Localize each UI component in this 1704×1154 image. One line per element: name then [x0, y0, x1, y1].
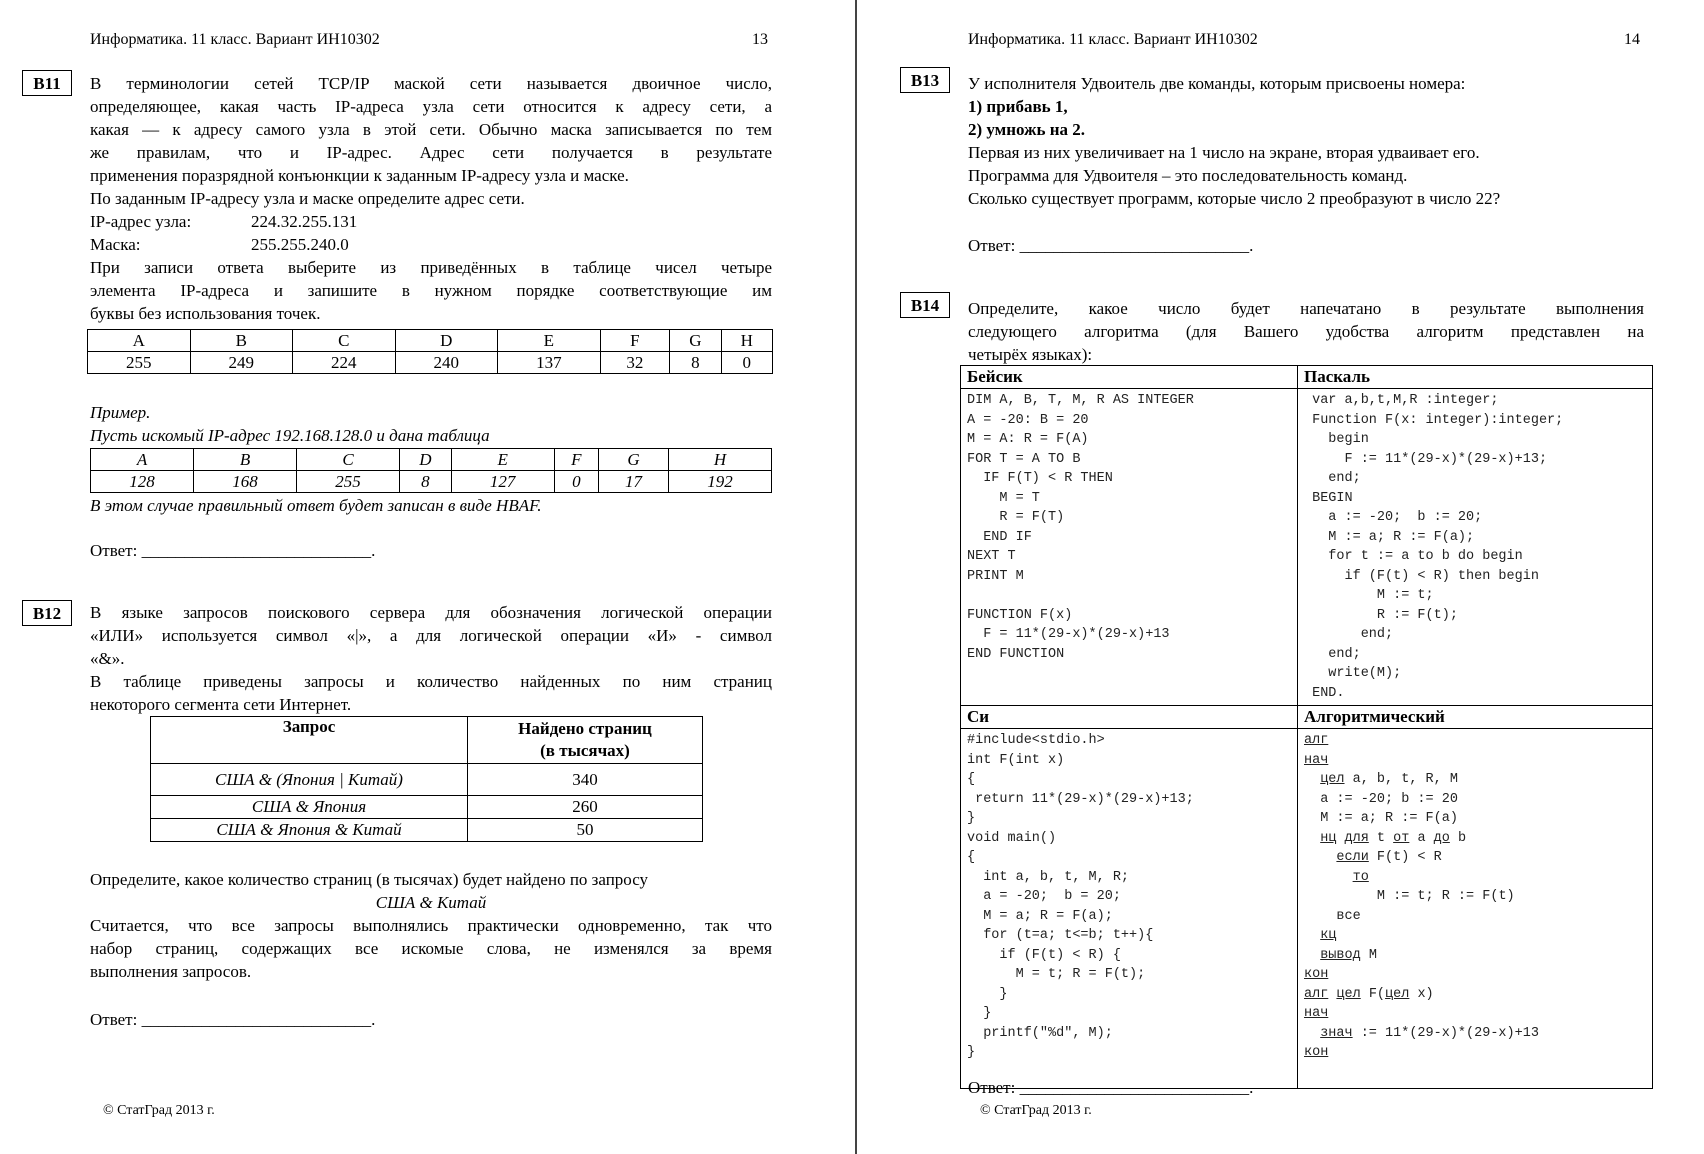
table-cell: F	[600, 330, 670, 352]
table-cell: F	[554, 449, 598, 471]
b13-answer-field[interactable]: Ответ: ___________________________.	[968, 236, 1254, 255]
query-table-header	[151, 717, 703, 764]
table-cell: E	[498, 330, 601, 352]
code-table-head-row	[961, 366, 1653, 389]
example-text: Пусть искомый IP-адрес 192.168.128.0 и дана таблица	[90, 426, 490, 445]
code-text: F(t) < R	[1368, 850, 1442, 865]
b12-intro-line: В таблице приведены запросы и количество найденных по ним страниц	[90, 672, 772, 691]
kw-cel: цел	[1320, 772, 1345, 787]
table-cell: 17	[598, 471, 668, 493]
b12-query: США & Китай	[375, 893, 487, 912]
code-table-head-row	[961, 706, 1653, 729]
table-cell: 249	[190, 352, 293, 374]
b11-intro	[90, 72, 772, 325]
code-text: := 11*(29-x)*(29-x)+13	[1352, 1025, 1539, 1041]
col-header-query: Запрос	[151, 717, 468, 764]
b11-instruction: По заданным IP-адресу узла и маске определите адрес сети.	[90, 189, 525, 208]
kw-ot: от	[1393, 830, 1410, 846]
page-number: 13	[752, 31, 768, 48]
b12-query-table	[150, 716, 703, 842]
table-cell: H	[668, 449, 771, 471]
kw-alg: алг	[1304, 733, 1329, 748]
table-cell: D	[395, 330, 498, 352]
col-header-count-line1: Найдено страниц	[518, 719, 652, 738]
b14-intro-line: четырёх языках):	[968, 345, 1093, 364]
table-cell: A	[88, 330, 191, 352]
example-title: Пример.	[90, 403, 151, 422]
example-answer: В этом случае правильный ответ будет записан в виде HBAF.	[90, 496, 542, 515]
b11-table-values	[88, 352, 773, 374]
b11-para2-line: При записи ответа выберите из приведённых в таблице чисел четыре	[90, 258, 772, 277]
b14-code-table	[960, 365, 1653, 1089]
page-header: Информатика. 11 класс. Вариант ИН10302	[90, 31, 380, 48]
kw-cel: цел	[1336, 986, 1361, 1002]
b11-table	[87, 329, 773, 374]
b13-line: У исполнителя Удвоитель две команды, которым присвоены номера:	[968, 74, 1466, 93]
task-label-b12: B12	[22, 600, 72, 626]
table-cell: D	[400, 449, 452, 471]
b11-intro-line: же правилам, что и IP-адрес. Адрес сети получается в результате	[90, 143, 772, 162]
count-cell: 340	[468, 764, 703, 796]
b14-intro-line: Определите, какое число будет напечатано в результате выполнения	[968, 299, 1644, 318]
col-header-count-line2: (в тысячах)	[540, 741, 630, 760]
code-text: a := -20; b := 20	[1320, 791, 1458, 807]
b13-line: Сколько существует программ, которые число 2 преобразуют в число 22?	[968, 189, 1501, 208]
kw-esli: если	[1336, 850, 1369, 865]
code-text: t	[1368, 830, 1394, 846]
b14-answer-field[interactable]: Ответ: ___________________________.	[968, 1078, 1254, 1097]
b11-example-table	[90, 448, 772, 493]
table-cell: 192	[668, 471, 771, 493]
table-row	[151, 819, 703, 842]
kw-kon: кон	[1304, 967, 1329, 982]
table-cell: 8	[400, 471, 452, 493]
b12-question-block	[90, 868, 772, 983]
table-cell: C	[297, 449, 400, 471]
query-cell: США & Япония & Китай	[151, 819, 468, 842]
b12-intro-line: некоторого сегмента сети Интернет.	[90, 695, 352, 714]
c-code: #include<stdio.h> int F(int x) { return 11*(29-x)*(29-x)+13; } void main() { int a, b, t, M, R; a = -20; b = 20; M = a; R = F(a); for (t=a; t<=b; t++){ if (F(t) < R) { M = t; R = F(t); } } printf("%d", M); }	[961, 729, 1298, 1089]
code-text: a, b, t, R, M	[1344, 772, 1458, 787]
code-text: M := a; R := F(a)	[1320, 811, 1458, 826]
count-cell: 50	[468, 819, 703, 842]
basic-title: Бейсик	[961, 366, 1298, 389]
code-text: M	[1360, 947, 1377, 963]
code-text: b	[1449, 830, 1467, 846]
b12-note-line: выполнения запросов.	[90, 962, 252, 981]
pascal-title: Паскаль	[1298, 366, 1653, 389]
b14-intro	[968, 297, 1644, 366]
code-table-row	[961, 389, 1653, 706]
b11-para2-line: буквы без использования точек.	[90, 304, 321, 323]
table-cell: B	[194, 449, 297, 471]
kw-vse: все	[1336, 908, 1361, 924]
algo-code	[1298, 729, 1653, 1089]
code-table-row	[961, 729, 1653, 1089]
table-cell: B	[190, 330, 293, 352]
table-cell: 137	[498, 352, 601, 374]
example-table-letters	[91, 449, 772, 471]
c-title: Си	[961, 706, 1298, 729]
code-text: x)	[1409, 986, 1434, 1002]
table-cell: 128	[91, 471, 194, 493]
basic-code: DIM A, B, T, M, R AS INTEGER A = -20: B = 20 M = A: R = F(A) FOR T = A TO B IF F(T) < R THEN M = T R = F(T) END IF NEXT T PRINT M FUNCTION F(x) F = 11*(29-x)*(29-x)+13 END FUNCTION	[961, 389, 1298, 706]
table-cell: C	[293, 330, 396, 352]
b12-note-line: Считается, что все запросы выполнялись практически одновременно, так что	[90, 916, 772, 935]
table-cell: 240	[395, 352, 498, 374]
table-cell: 224	[293, 352, 396, 374]
right-page	[858, 0, 1704, 1154]
code-text: a	[1409, 830, 1434, 846]
b12-question: Определите, какое количество страниц (в тысячах) будет найдено по запросу	[90, 870, 649, 889]
b13-text	[968, 72, 1668, 210]
page-header: Информатика. 11 класс. Вариант ИН10302	[968, 31, 1258, 48]
b11-ip-row	[90, 210, 772, 233]
copyright: © СтатГрад 2013 г.	[980, 1103, 1092, 1118]
table-cell: G	[598, 449, 668, 471]
count-cell: 260	[468, 796, 703, 819]
table-cell: H	[721, 330, 772, 352]
ip-value: 224.32.255.131	[251, 212, 358, 231]
task-label-b11: B11	[22, 70, 72, 96]
kw-dlya: для	[1344, 830, 1369, 846]
kw-znach: знач	[1320, 1025, 1353, 1041]
table-cell: A	[91, 449, 194, 471]
table-cell: G	[670, 330, 721, 352]
b11-mask-row	[90, 233, 772, 256]
kw-nach: нач	[1304, 1006, 1329, 1021]
code-text: M := t; R := F(t)	[1376, 889, 1515, 904]
query-cell: США & Япония	[151, 796, 468, 819]
table-cell: 0	[554, 471, 598, 493]
kw-kon: кон	[1304, 1045, 1329, 1060]
kw-to: то	[1352, 869, 1369, 885]
copyright: © СтатГрад 2013 г.	[103, 1103, 215, 1118]
code-text: F(	[1360, 986, 1386, 1002]
page-number: 14	[1624, 31, 1640, 48]
kw-alg: алг	[1304, 986, 1329, 1002]
task-label-b14: B14	[900, 292, 950, 318]
b11-intro-line: В терминологии сетей TCP/IP маской сети называется двоичное число,	[90, 74, 772, 93]
kw-kc: кц	[1320, 928, 1337, 943]
b11-para2-line: элемента IP-адреса и запишите в нужном порядке соответствующие им	[90, 281, 772, 300]
query-cell: США & (Япония | Китай)	[151, 764, 468, 796]
kw-do: до	[1433, 830, 1450, 846]
b12-intro-line: «ИЛИ» используется символ «|», а для логической операции «И» - символ	[90, 626, 772, 645]
task-label-b13: B13	[900, 67, 950, 93]
mask-label: Маска:	[90, 235, 141, 254]
col-header-count	[468, 717, 703, 764]
b13-line: Первая из них увеличивает на 1 число на экране, вторая удваивает его.	[968, 143, 1480, 162]
table-cell: 8	[670, 352, 721, 374]
b11-answer-field[interactable]: Ответ: ___________________________.	[90, 541, 376, 560]
pascal-code: var a,b,t,M,R :integer; Function F(x: integer):integer; begin F := 11*(29-x)*(29-x)+13; end; BEGIN a := -20; b := 20; M := a; R := F(a); for t := a to b do begin if (F(t) < R) then begin M := t; R := F(t); end; end; write(M); END.	[1298, 389, 1653, 706]
b12-intro-line: «&».	[90, 649, 125, 668]
b11-example	[90, 401, 780, 447]
table-cell: 127	[451, 471, 554, 493]
table-row	[151, 764, 703, 796]
mask-value: 255.255.240.0	[251, 235, 349, 254]
b12-note-line: набор страниц, содержащих все искомые слова, не изменялся за время	[90, 939, 772, 958]
table-cell: 255	[297, 471, 400, 493]
ip-label: IP-адрес узла:	[90, 212, 192, 231]
b13-line: Программа для Удвоителя – это последовательность команд.	[968, 166, 1408, 185]
example-table-values	[91, 471, 772, 493]
table-cell: E	[451, 449, 554, 471]
b11-intro-line: определяющее, какая часть IP-адреса узла сети относится к адресу сети, а	[90, 97, 772, 116]
kw-cel: цел	[1385, 986, 1410, 1002]
b11-intro-line: какая — к адресу самого узла в этой сети. Обычно маска записывается по тем	[90, 120, 772, 139]
algo-title: Алгоритмический	[1298, 706, 1653, 729]
page-divider	[855, 0, 857, 1154]
table-cell: 0	[721, 352, 772, 374]
table-cell: 168	[194, 471, 297, 493]
b11-table-letters	[88, 330, 773, 352]
kw-nc: нц	[1320, 830, 1337, 846]
kw-nach: нач	[1304, 752, 1329, 768]
b12-intro-line: В языке запросов поискового сервера для обозначения логической операции	[90, 603, 772, 622]
b11-intro-line: применения поразрядной конъюнкции к заданным IP-адресу узла и маске.	[90, 166, 629, 185]
kw-vyvod: вывод	[1320, 947, 1361, 963]
b13-command-2: 2) умножь на 2.	[968, 120, 1085, 139]
b12-intro	[90, 601, 772, 716]
b13-command-1: 1) прибавь 1,	[968, 97, 1068, 116]
b12-answer-field[interactable]: Ответ: ___________________________.	[90, 1010, 376, 1029]
b14-intro-line: следующего алгоритма (для Вашего удобства алгоритм представлен на	[968, 322, 1644, 341]
table-cell: 255	[88, 352, 191, 374]
table-row	[151, 796, 703, 819]
table-cell: 32	[600, 352, 670, 374]
